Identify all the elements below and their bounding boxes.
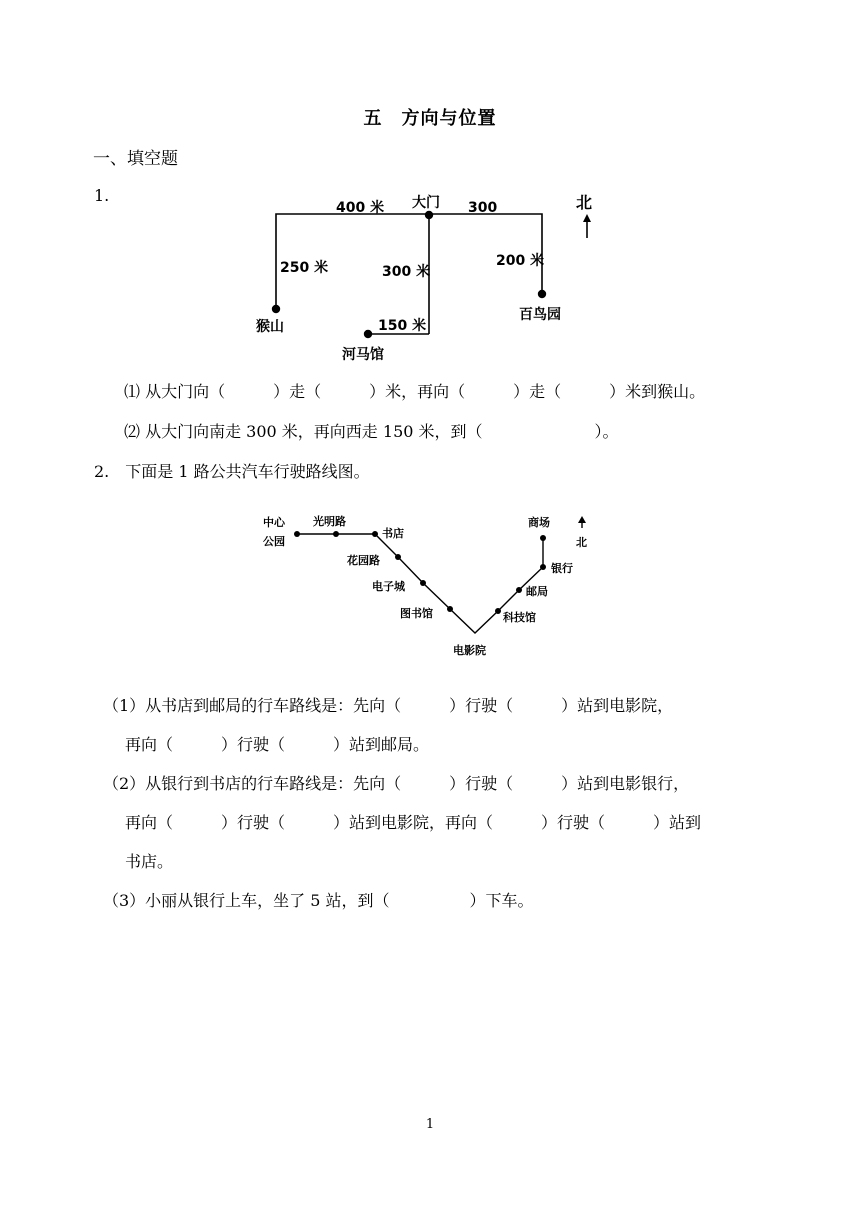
gate-label: 大门 (412, 195, 440, 211)
bottom-distance: 150 米 (378, 318, 427, 334)
question-1-sub-1: ⑴ 从大门向（ ）走（ ）米，再向（ ）走（ ）米到猴山。 (124, 382, 706, 401)
page-title: 五 方向与位置 (363, 108, 497, 129)
top-right-distance: 300 (468, 200, 498, 216)
middle-vertical-distance: 300 米 (382, 264, 431, 280)
north-label-2: 北 (576, 536, 587, 549)
station-huayuan-label: 花园路 (347, 554, 380, 567)
monkey-hill-label: 猴山 (256, 319, 284, 335)
right-vertical-distance: 200 米 (496, 253, 545, 269)
north-label: 北 (576, 193, 593, 212)
question-2-part-2-line-3: 书店。 (125, 852, 174, 871)
left-vertical-distance: 250 米 (280, 260, 329, 276)
hippo-house-label: 河马馆 (342, 347, 384, 363)
section-heading: 一、填空题 (93, 149, 178, 169)
station-guangming-label: 光明路 (313, 515, 346, 528)
station-post-label: 邮局 (526, 585, 548, 598)
station-cinema-label: 电影院 (453, 644, 486, 657)
station-center-park-label: 中心 (263, 516, 285, 529)
hippo-house-point (364, 330, 372, 338)
question-2-part-3-line-1: （3）小丽从银行上车，坐了 5 站，到（ ）下车。 (103, 891, 534, 910)
question-1-sub-2: ⑵ 从大门向南走 300 米，再向西走 150 米，到（ ）。 (124, 422, 619, 441)
zoo-map-diagram (0, 0, 860, 380)
station-mall-label: 商场 (528, 516, 550, 529)
question-2-part-2-line-2: 再向（ ）行驶（ ）站到电影院，再向（ ）行驶（ ）站到 (125, 813, 702, 832)
station-bookstore-label: 书店 (382, 527, 404, 540)
bird-park-label: 百鸟园 (519, 307, 561, 323)
station-science-label: 科技馆 (503, 611, 536, 624)
page-number: 1 (425, 1117, 435, 1132)
station-center-park-label-2: 公园 (263, 535, 285, 548)
bus-route-diagram (0, 500, 860, 670)
question-2-part-2-line-1: （2）从银行到书店的行车路线是：先向（ ）行驶（ ）站到电影银行， (103, 774, 690, 793)
question-2-part-1-line-1: （1）从书店到邮局的行车路线是：先向（ ）行驶（ ）站到电影院， (103, 696, 674, 715)
gate-point (425, 211, 433, 219)
question-1-number: 1. (94, 186, 110, 205)
monkey-hill-point (272, 305, 280, 313)
question-2-part-1-line-2: 再向（ ）行驶（ ）站到邮局。 (125, 735, 430, 754)
station-bank-label: 银行 (551, 562, 573, 575)
top-left-distance: 400 米 (336, 200, 385, 216)
bird-park-point (538, 290, 546, 298)
question-2-intro: 2. 下面是 1 路公共汽车行驶路线图。 (94, 462, 370, 481)
station-library-label: 图书馆 (400, 607, 433, 620)
station-electronics-label: 电子城 (372, 580, 405, 593)
